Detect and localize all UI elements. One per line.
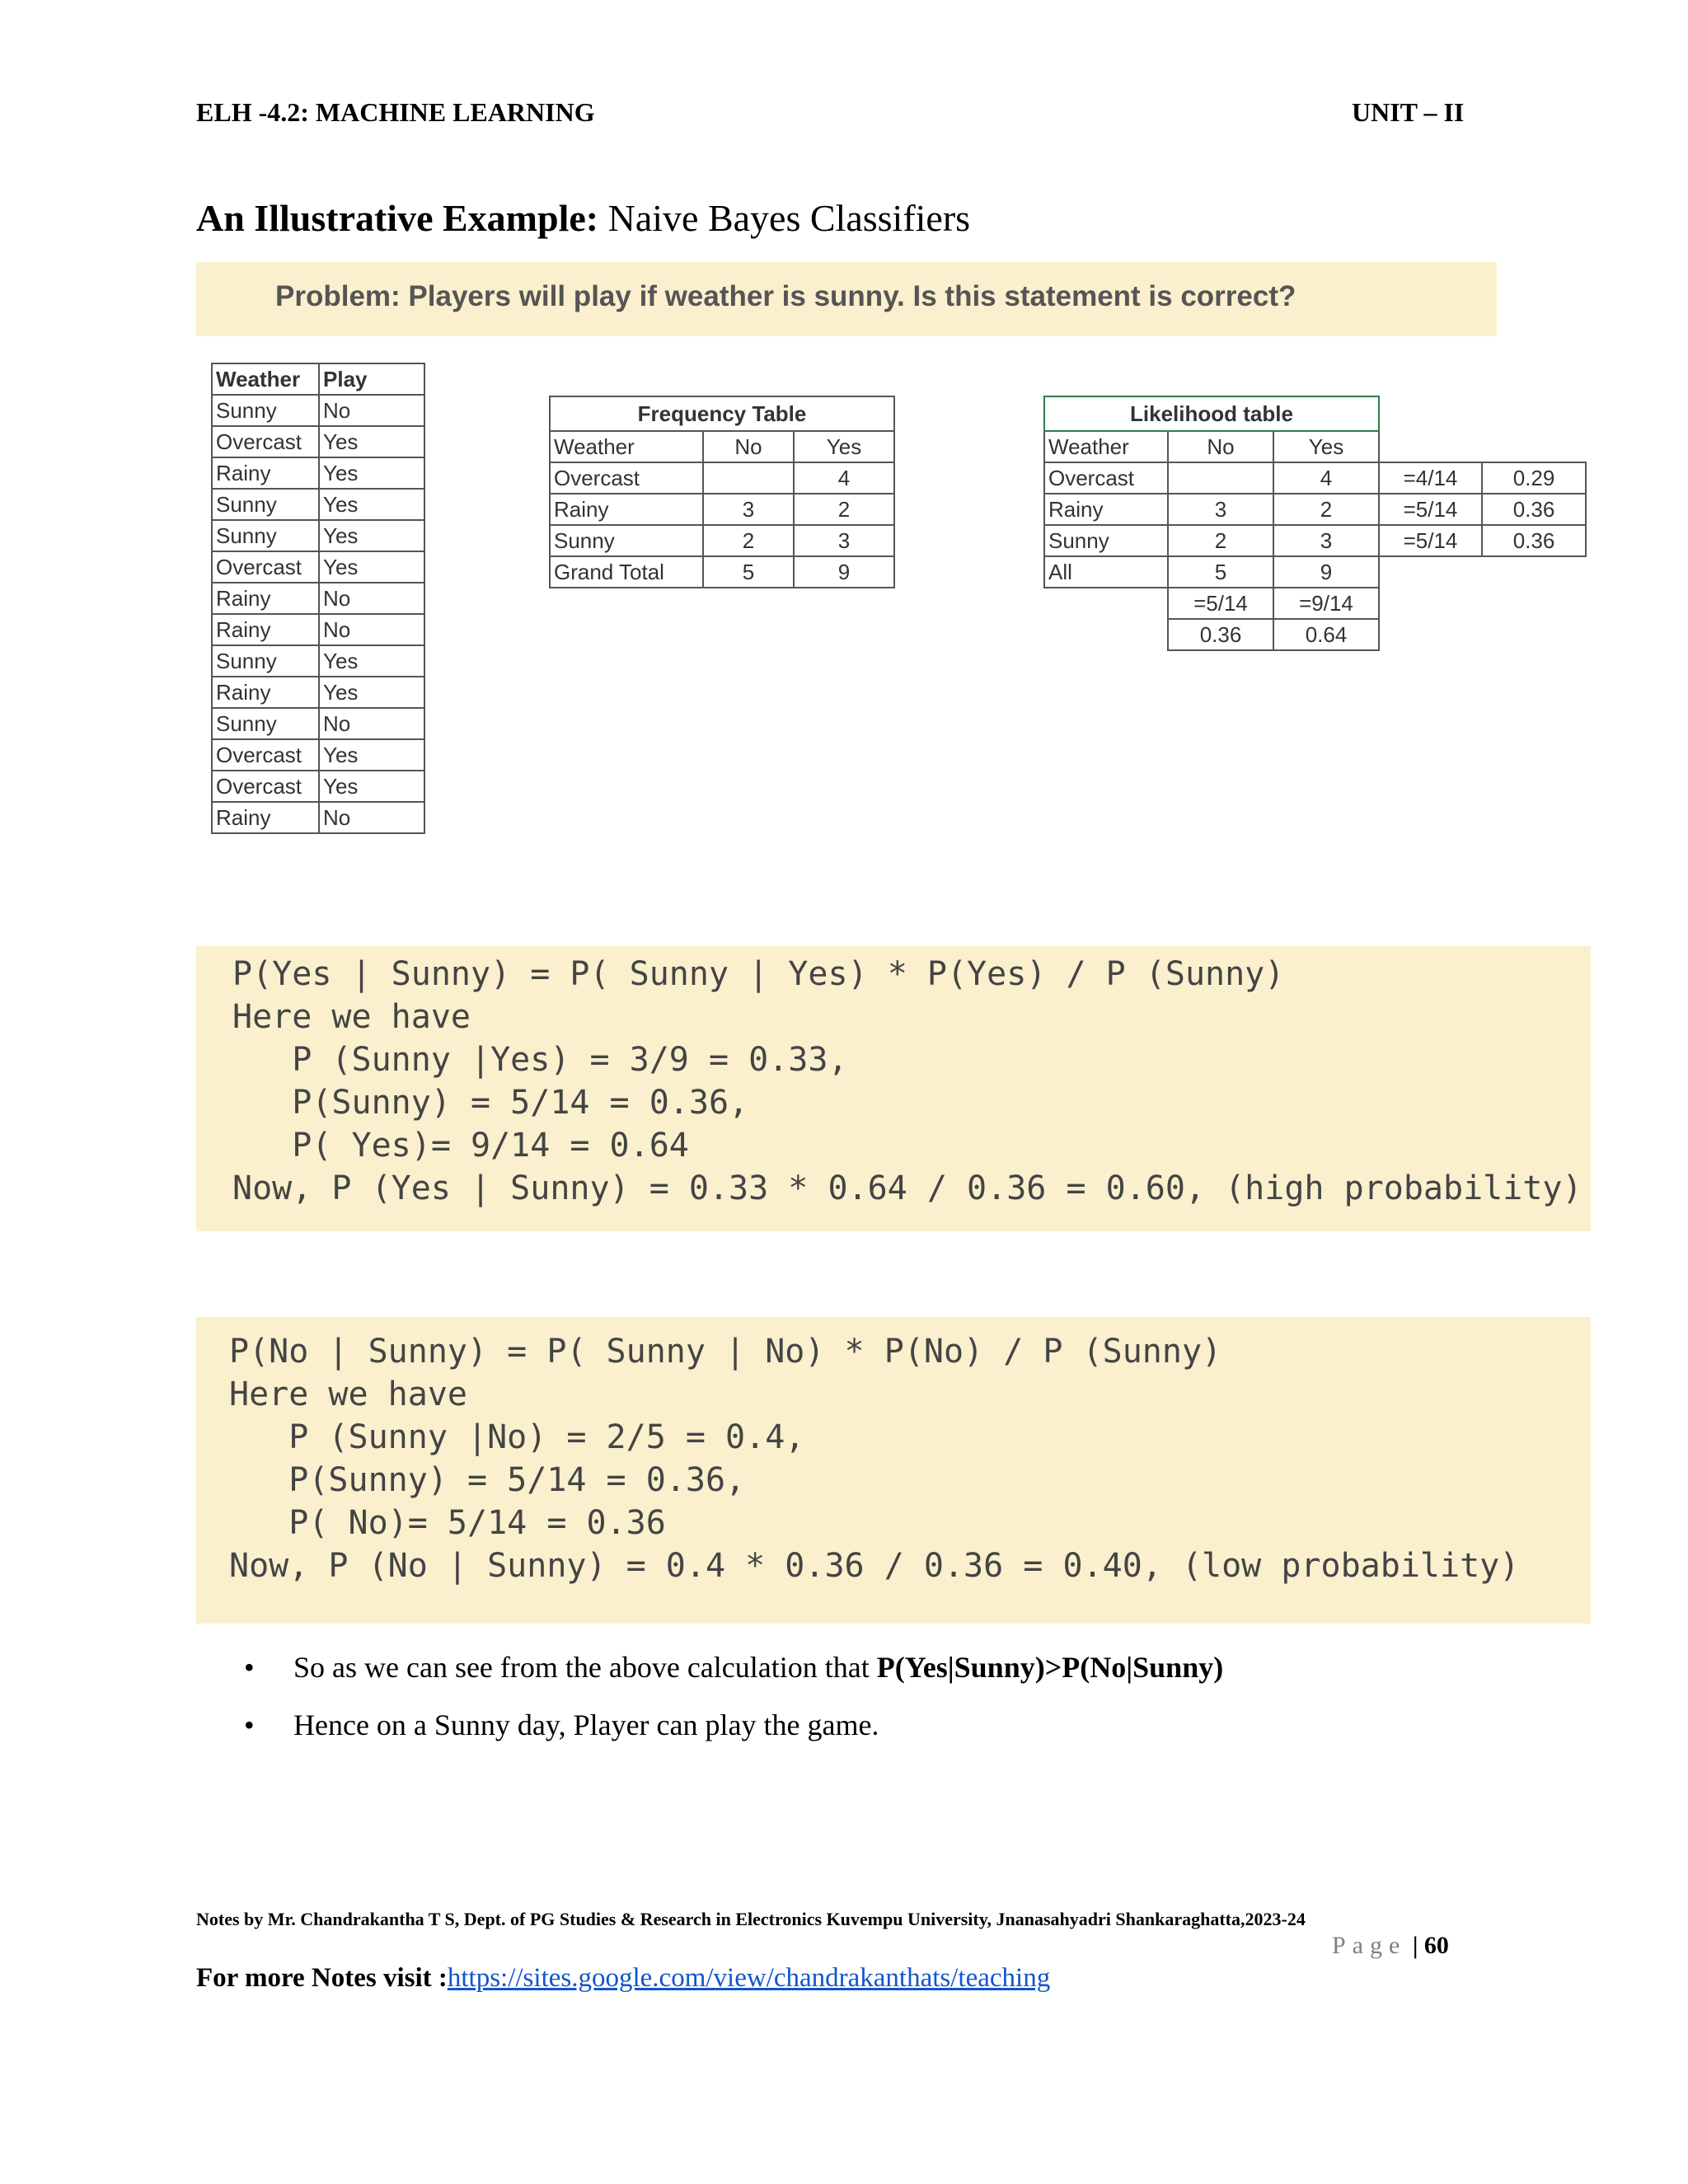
likelihood-cell: Rainy — [1044, 494, 1168, 525]
likelihood-extra-cell: 0.36 — [1168, 619, 1273, 650]
likelihood-row — [1044, 462, 1586, 494]
dataset-cell-weather: Overcast — [212, 551, 319, 583]
likelihood-extra-row — [1044, 588, 1586, 619]
dataset-row — [212, 708, 424, 739]
dataset-cell-weather: Rainy — [212, 677, 319, 708]
dataset-row — [212, 614, 424, 645]
dataset-cell-play: No — [319, 802, 424, 833]
calc-no-text — [229, 1330, 1519, 1587]
likelihood-cell: 4 — [1273, 462, 1379, 494]
dataset-row — [212, 802, 424, 833]
likelihood-header-no: No — [1168, 431, 1273, 462]
page-word: Page — [1332, 1932, 1407, 1959]
frequency-header-no: No — [703, 431, 794, 462]
likelihood-cell: 2 — [1168, 525, 1273, 556]
likelihood-cell: 3 — [1273, 525, 1379, 556]
dataset-cell-play: No — [319, 583, 424, 614]
bullet-dot-icon: • — [244, 1651, 255, 1684]
visit-label: For more Notes visit : — [196, 1963, 448, 1993]
dataset-cell-play: Yes — [319, 426, 424, 457]
frequency-cell: 2 — [794, 494, 894, 525]
notes-link[interactable]: https://sites.google.com/view/chandrakanthats/teaching — [447, 1963, 1051, 1993]
dataset-cell-weather: Overcast — [212, 739, 319, 771]
likelihood-cell: 0.29 — [1482, 462, 1586, 494]
frequency-cell — [703, 462, 794, 494]
likelihood-cell — [1168, 462, 1273, 494]
bullet2-text: Hence on a Sunny day, Player can play the game. — [293, 1708, 879, 1741]
dataset-header-row — [212, 363, 424, 395]
calc-line: P(No | Sunny) = P( Sunny | No) * P(No) / P (Sunny) — [229, 1333, 1222, 1371]
dataset-row — [212, 457, 424, 489]
frequency-row — [550, 494, 894, 525]
likelihood-cell: 0.36 — [1482, 525, 1586, 556]
likelihood-extra-cell: =9/14 — [1273, 588, 1379, 619]
title-bold: An Illustrative Example: — [196, 197, 599, 239]
dataset-cell-play: Yes — [319, 520, 424, 551]
likelihood-header-row — [1044, 431, 1586, 462]
dataset-table — [211, 363, 425, 834]
frequency-row — [550, 525, 894, 556]
dataset-cell-play: Yes — [319, 457, 424, 489]
calc-line: Now, P (No | Sunny) = 0.4 * 0.36 / 0.36 = 0.40, (low probability) — [229, 1547, 1520, 1585]
frequency-header-yes: Yes — [794, 431, 894, 462]
likelihood-cell: =5/14 — [1379, 525, 1482, 556]
frequency-cell: Rainy — [550, 494, 703, 525]
likelihood-table — [1043, 396, 1587, 651]
dataset-cell-weather: Sunny — [212, 489, 319, 520]
bullet-dot-icon: • — [244, 1708, 255, 1741]
likelihood-cell — [1379, 556, 1482, 588]
likelihood-cell: Sunny — [1044, 525, 1168, 556]
dataset-cell-weather: Rainy — [212, 614, 319, 645]
likelihood-header-yes: Yes — [1273, 431, 1379, 462]
calc-line: P(Sunny) = 5/14 = 0.36, — [232, 1084, 749, 1122]
likelihood-cell: 5 — [1168, 556, 1273, 588]
likelihood-row — [1044, 556, 1586, 588]
dataset-cell-weather: Sunny — [212, 395, 319, 426]
dataset-cell-play: Yes — [319, 645, 424, 677]
dataset-cell-weather: Rainy — [212, 583, 319, 614]
dataset-cell-weather: Overcast — [212, 771, 319, 802]
bullet1-bold: P(Yes|Sunny)>P(No|Sunny) — [876, 1651, 1224, 1684]
frequency-row — [550, 556, 894, 588]
frequency-header-weather: Weather — [550, 431, 703, 462]
calc-line: Now, P (Yes | Sunny) = 0.33 * 0.64 / 0.36 = 0.60, (high probability) — [232, 1169, 1582, 1207]
page-title — [196, 196, 970, 240]
calc-line: P( No)= 5/14 = 0.36 — [229, 1504, 666, 1542]
frequency-cell: 3 — [794, 525, 894, 556]
dataset-cell-weather: Rainy — [212, 802, 319, 833]
problem-banner — [196, 262, 1497, 336]
dataset-row — [212, 677, 424, 708]
frequency-cell: 4 — [794, 462, 894, 494]
calc-no-box — [196, 1317, 1591, 1624]
frequency-table — [549, 396, 895, 588]
likelihood-cell — [1482, 556, 1586, 588]
calc-line: P( Yes)= 9/14 = 0.64 — [232, 1127, 689, 1165]
likelihood-extra-row — [1044, 619, 1586, 650]
frequency-cell: 3 — [703, 494, 794, 525]
dataset-cell-weather: Sunny — [212, 645, 319, 677]
frequency-row — [550, 462, 894, 494]
likelihood-row — [1044, 525, 1586, 556]
frequency-title: Frequency Table — [550, 396, 894, 431]
calc-line: P (Sunny |No) = 2/5 = 0.4, — [229, 1418, 805, 1456]
frequency-cell: 9 — [794, 556, 894, 588]
dataset-cell-weather: Sunny — [212, 708, 319, 739]
likelihood-cell: 2 — [1273, 494, 1379, 525]
dataset-cell-weather: Sunny — [212, 520, 319, 551]
dataset-header-play: Play — [319, 363, 424, 395]
frequency-cell: 2 — [703, 525, 794, 556]
dataset-cell-play: Yes — [319, 739, 424, 771]
likelihood-row — [1044, 494, 1586, 525]
dataset-cell-play: No — [319, 395, 424, 426]
likelihood-extra-cell: =5/14 — [1168, 588, 1273, 619]
calc-yes-text — [232, 953, 1582, 1210]
dataset-cell-weather: Overcast — [212, 426, 319, 457]
tables-area — [196, 348, 1599, 865]
calc-line: P(Sunny) = 5/14 = 0.36, — [229, 1461, 746, 1499]
likelihood-cell: =4/14 — [1379, 462, 1482, 494]
likelihood-cell: Overcast — [1044, 462, 1168, 494]
frequency-header-row — [550, 431, 894, 462]
dataset-row — [212, 551, 424, 583]
frequency-cell: Sunny — [550, 525, 703, 556]
dataset-header-weather: Weather — [212, 363, 319, 395]
frequency-cell: 5 — [703, 556, 794, 588]
dataset-cell-play: Yes — [319, 677, 424, 708]
dataset-cell-play: No — [319, 708, 424, 739]
page-number — [1332, 1932, 1449, 1960]
bullet1-text: So as we can see from the above calculation that — [293, 1651, 877, 1684]
dataset-cell-play: Yes — [319, 489, 424, 520]
likelihood-cell: =5/14 — [1379, 494, 1482, 525]
footer-notes: Notes by Mr. Chandrakantha T S, Dept. of PG Studies & Research in Electronics Kuvempu University, Jnanasahyadri Shankaraghatta,2023-24 — [196, 1909, 1306, 1929]
dataset-row — [212, 771, 424, 802]
dataset-row — [212, 489, 424, 520]
header-course: ELH -4.2: MACHINE LEARNING — [196, 97, 595, 127]
likelihood-header-weather: Weather — [1044, 431, 1168, 462]
problem-text: Problem: Players will play if weather is sunny. Is this statement is correct? — [275, 280, 1296, 312]
dataset-cell-play: Yes — [319, 771, 424, 802]
dataset-row — [212, 645, 424, 677]
dataset-row — [212, 426, 424, 457]
likelihood-cell: 9 — [1273, 556, 1379, 588]
dataset-cell-play: Yes — [319, 551, 424, 583]
likelihood-extra-cell: 0.64 — [1273, 619, 1379, 650]
dataset-row — [212, 395, 424, 426]
dataset-cell-weather: Rainy — [212, 457, 319, 489]
calc-line: P(Yes | Sunny) = P( Sunny | Yes) * P(Yes) / P (Sunny) — [232, 955, 1285, 993]
dataset-cell-play: No — [319, 614, 424, 645]
dataset-row — [212, 739, 424, 771]
header-unit: UNIT – II — [1352, 97, 1465, 127]
frequency-cell: Overcast — [550, 462, 703, 494]
likelihood-cell: All — [1044, 556, 1168, 588]
calc-line: Here we have — [232, 998, 471, 1036]
calc-yes-box — [196, 946, 1591, 1231]
likelihood-title: Likelihood table — [1044, 396, 1379, 431]
dataset-row — [212, 520, 424, 551]
frequency-cell: Grand Total — [550, 556, 703, 588]
likelihood-cell: 0.36 — [1482, 494, 1586, 525]
calc-line: P (Sunny |Yes) = 3/9 = 0.33, — [232, 1041, 848, 1079]
footer-visit — [196, 1963, 1050, 1994]
calc-line: Here we have — [229, 1376, 467, 1413]
dataset-row — [212, 583, 424, 614]
page-num: | 60 — [1406, 1932, 1449, 1959]
title-normal: Naive Bayes Classifiers — [598, 197, 971, 239]
likelihood-cell: 3 — [1168, 494, 1273, 525]
